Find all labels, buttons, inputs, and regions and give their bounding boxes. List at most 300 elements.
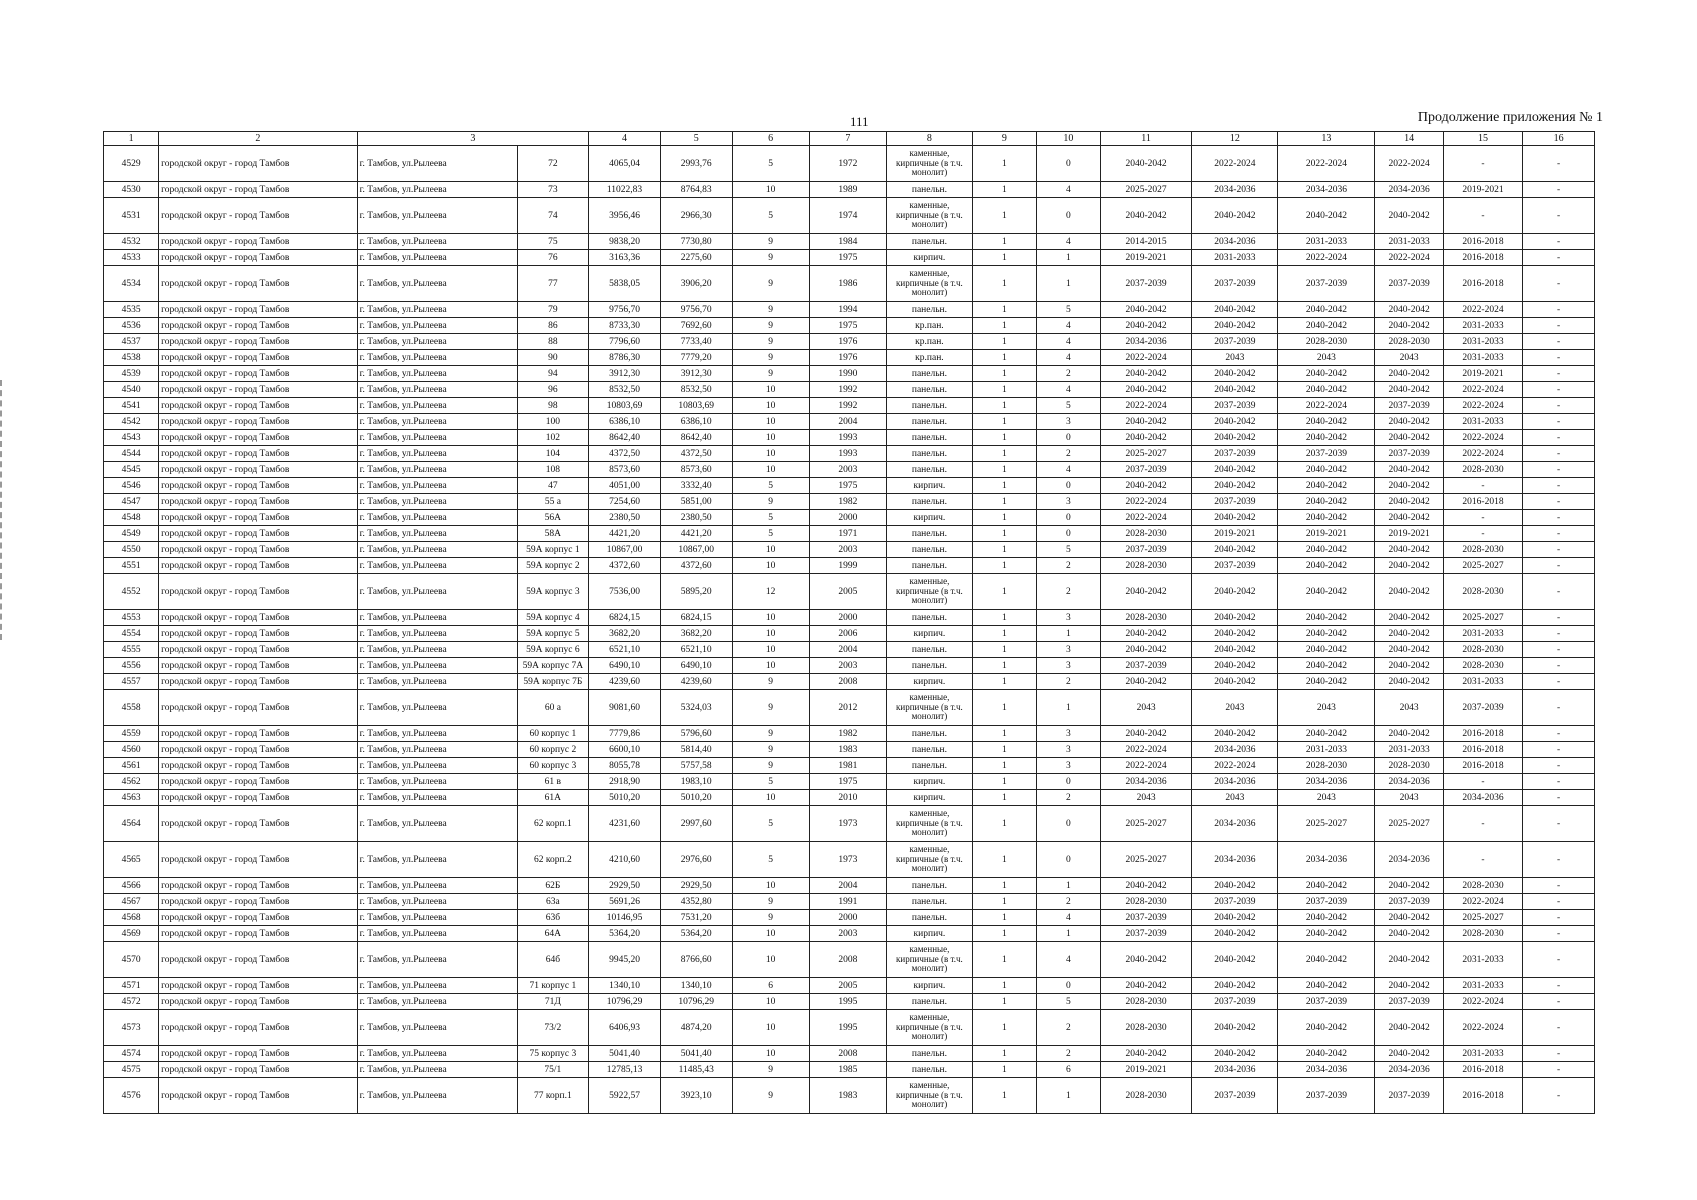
cell-total-area: 2929,50	[589, 878, 661, 894]
cell-floors: 5	[732, 510, 809, 526]
cell-floors: 10	[732, 642, 809, 658]
cell-municipality: городской округ - город Тамбов	[159, 446, 358, 462]
cell-row-number: 4573	[104, 1010, 159, 1046]
cell-wall-material: каменные, кирпичные (в т.ч. монолит)	[886, 266, 972, 302]
cell-period-elevator: 2016-2018	[1443, 758, 1522, 774]
cell-year-built: 1990	[809, 366, 886, 382]
cell-address: г. Тамбов, ул.Рылеева	[357, 1078, 517, 1114]
cell-elevators: 0	[1036, 842, 1100, 878]
cell-total-area: 8786,30	[589, 350, 661, 366]
cell-entrances: 1	[972, 758, 1036, 774]
cell-year-built: 2008	[809, 942, 886, 978]
cell-row-number: 4542	[104, 414, 159, 430]
cell-period-roof: 2040-2042	[1100, 302, 1192, 318]
cell-floors: 10	[732, 1010, 809, 1046]
cell-period-utilities: 2037-2039	[1278, 266, 1375, 302]
table-row	[104, 790, 1595, 806]
cell-total-area: 8573,60	[589, 462, 661, 478]
cell-house-number: 79	[517, 302, 589, 318]
cell-period-other: -	[1523, 806, 1595, 842]
cell-period-utilities: 2040-2042	[1278, 942, 1375, 978]
column-header: 3	[357, 132, 589, 146]
cell-living-area: 8764,83	[660, 182, 732, 198]
cell-wall-material: кирпич.	[886, 978, 972, 994]
cell-wall-material: панельн.	[886, 398, 972, 414]
appendix-title: Продолжение приложения № 1	[1417, 110, 1603, 125]
cell-row-number: 4560	[104, 742, 159, 758]
cell-period-basement: 2037-2039	[1375, 894, 1443, 910]
cell-house-number: 58А	[517, 526, 589, 542]
cell-period-basement: 2040-2042	[1375, 1010, 1443, 1046]
cell-house-number: 75/1	[517, 1062, 589, 1078]
cell-period-elevator: 2022-2024	[1443, 302, 1522, 318]
cell-floors: 10	[732, 942, 809, 978]
cell-period-elevator: 2016-2018	[1443, 742, 1522, 758]
cell-total-area: 5838,05	[589, 266, 661, 302]
cell-period-basement: 2040-2042	[1375, 462, 1443, 478]
cell-wall-material: панельн.	[886, 1046, 972, 1062]
cell-year-built: 2006	[809, 626, 886, 642]
cell-municipality: городской округ - город Тамбов	[159, 610, 358, 626]
cell-house-number: 63б	[517, 910, 589, 926]
table-row	[104, 398, 1595, 414]
column-header: 6	[732, 132, 809, 146]
cell-period-other: -	[1523, 250, 1595, 266]
cell-period-facade: 2037-2039	[1192, 446, 1278, 462]
cell-year-built: 1975	[809, 318, 886, 334]
cell-elevators: 0	[1036, 430, 1100, 446]
table-row	[104, 726, 1595, 742]
cell-elevators: 4	[1036, 910, 1100, 926]
cell-living-area: 4372,50	[660, 446, 732, 462]
cell-period-roof: 2040-2042	[1100, 642, 1192, 658]
cell-period-basement: 2040-2042	[1375, 942, 1443, 978]
cell-period-other: -	[1523, 462, 1595, 478]
cell-wall-material: каменные, кирпичные (в т.ч. монолит)	[886, 1010, 972, 1046]
cell-period-elevator: 2025-2027	[1443, 910, 1522, 926]
cell-period-other: -	[1523, 926, 1595, 942]
cell-year-built: 2012	[809, 690, 886, 726]
column-header: 15	[1443, 132, 1522, 146]
cell-living-area: 10796,29	[660, 994, 732, 1010]
cell-total-area: 9756,70	[589, 302, 661, 318]
cell-total-area: 2380,50	[589, 510, 661, 526]
cell-period-facade: 2040-2042	[1192, 626, 1278, 642]
cell-row-number: 4562	[104, 774, 159, 790]
cell-period-facade: 2040-2042	[1192, 878, 1278, 894]
cell-period-other: -	[1523, 574, 1595, 610]
cell-row-number: 4555	[104, 642, 159, 658]
cell-entrances: 1	[972, 366, 1036, 382]
cell-period-utilities: 2040-2042	[1278, 726, 1375, 742]
cell-municipality: городской округ - город Тамбов	[159, 510, 358, 526]
cell-floors: 9	[732, 726, 809, 742]
cell-period-basement: 2034-2036	[1375, 1062, 1443, 1078]
cell-floors: 9	[732, 250, 809, 266]
cell-period-utilities: 2040-2042	[1278, 642, 1375, 658]
cell-living-area: 4421,20	[660, 526, 732, 542]
cell-address: г. Тамбов, ул.Рылеева	[357, 910, 517, 926]
cell-period-facade: 2034-2036	[1192, 842, 1278, 878]
cell-wall-material: панельн.	[886, 558, 972, 574]
cell-row-number: 4540	[104, 382, 159, 398]
cell-elevators: 1	[1036, 1078, 1100, 1114]
cell-municipality: городской округ - город Тамбов	[159, 842, 358, 878]
cell-wall-material: каменные, кирпичные (в т.ч. монолит)	[886, 146, 972, 182]
cell-address: г. Тамбов, ул.Рылеева	[357, 658, 517, 674]
cell-address: г. Тамбов, ул.Рылеева	[357, 574, 517, 610]
cell-floors: 10	[732, 994, 809, 1010]
cell-period-basement: 2040-2042	[1375, 878, 1443, 894]
cell-house-number: 64б	[517, 942, 589, 978]
cell-period-basement: 2040-2042	[1375, 610, 1443, 626]
cell-municipality: городской округ - город Тамбов	[159, 350, 358, 366]
cell-period-elevator: 2037-2039	[1443, 690, 1522, 726]
cell-period-elevator: 2028-2030	[1443, 878, 1522, 894]
cell-period-roof: 2040-2042	[1100, 978, 1192, 994]
cell-period-roof: 2040-2042	[1100, 1046, 1192, 1062]
cell-entrances: 1	[972, 318, 1036, 334]
cell-period-other: -	[1523, 446, 1595, 462]
cell-year-built: 1999	[809, 558, 886, 574]
cell-address: г. Тамбов, ул.Рылеева	[357, 234, 517, 250]
cell-total-area: 12785,13	[589, 1062, 661, 1078]
cell-municipality: городской округ - город Тамбов	[159, 910, 358, 926]
cell-elevators: 1	[1036, 926, 1100, 942]
cell-period-basement: 2040-2042	[1375, 626, 1443, 642]
cell-municipality: городской округ - город Тамбов	[159, 690, 358, 726]
cell-entrances: 1	[972, 1046, 1036, 1062]
cell-year-built: 2005	[809, 978, 886, 994]
cell-period-other: -	[1523, 382, 1595, 398]
cell-elevators: 2	[1036, 1046, 1100, 1062]
cell-living-area: 11485,43	[660, 1062, 732, 1078]
cell-period-elevator: 2019-2021	[1443, 182, 1522, 198]
cell-elevators: 3	[1036, 742, 1100, 758]
cell-total-area: 11022,83	[589, 182, 661, 198]
cell-municipality: городской округ - город Тамбов	[159, 302, 358, 318]
cell-period-facade: 2040-2042	[1192, 510, 1278, 526]
cell-wall-material: кирпич.	[886, 926, 972, 942]
cell-period-other: -	[1523, 1062, 1595, 1078]
cell-wall-material: кр.пан.	[886, 334, 972, 350]
cell-year-built: 1989	[809, 182, 886, 198]
table-row	[104, 302, 1595, 318]
cell-address: г. Тамбов, ул.Рылеева	[357, 266, 517, 302]
cell-period-utilities: 2040-2042	[1278, 878, 1375, 894]
cell-period-facade: 2034-2036	[1192, 182, 1278, 198]
cell-period-elevator: 2022-2024	[1443, 398, 1522, 414]
cell-period-basement: 2040-2042	[1375, 642, 1443, 658]
cell-period-elevator: 2022-2024	[1443, 994, 1522, 1010]
cell-period-elevator: 2031-2033	[1443, 1046, 1522, 1062]
cell-year-built: 1974	[809, 198, 886, 234]
table-row	[104, 942, 1595, 978]
cell-wall-material: панельн.	[886, 234, 972, 250]
cell-municipality: городской округ - город Тамбов	[159, 726, 358, 742]
cell-house-number: 59А корпус 3	[517, 574, 589, 610]
cell-entrances: 1	[972, 398, 1036, 414]
cell-address: г. Тамбов, ул.Рылеева	[357, 942, 517, 978]
cell-period-other: -	[1523, 398, 1595, 414]
cell-period-utilities: 2040-2042	[1278, 674, 1375, 690]
cell-period-utilities: 2040-2042	[1278, 574, 1375, 610]
cell-house-number: 86	[517, 318, 589, 334]
cell-elevators: 5	[1036, 398, 1100, 414]
cell-period-other: -	[1523, 430, 1595, 446]
cell-living-area: 6490,10	[660, 658, 732, 674]
cell-municipality: городской округ - город Тамбов	[159, 806, 358, 842]
column-header: 2	[159, 132, 358, 146]
cell-period-facade: 2040-2042	[1192, 910, 1278, 926]
cell-year-built: 1995	[809, 1010, 886, 1046]
cell-row-number: 4545	[104, 462, 159, 478]
cell-entrances: 1	[972, 334, 1036, 350]
cell-period-elevator: 2031-2033	[1443, 334, 1522, 350]
cell-wall-material: панельн.	[886, 414, 972, 430]
cell-municipality: городской округ - город Тамбов	[159, 334, 358, 350]
table-row	[104, 742, 1595, 758]
cell-entrances: 1	[972, 742, 1036, 758]
cell-wall-material: панельн.	[886, 642, 972, 658]
cell-row-number: 4569	[104, 926, 159, 942]
cell-period-elevator: 2022-2024	[1443, 894, 1522, 910]
cell-elevators: 0	[1036, 198, 1100, 234]
cell-row-number: 4544	[104, 446, 159, 462]
header-row	[104, 132, 1595, 146]
column-header: 16	[1523, 132, 1595, 146]
cell-period-elevator: 2025-2027	[1443, 610, 1522, 626]
cell-period-basement: 2040-2042	[1375, 318, 1443, 334]
cell-period-roof: 2040-2042	[1100, 318, 1192, 334]
cell-row-number: 4529	[104, 146, 159, 182]
cell-entrances: 1	[972, 182, 1036, 198]
cell-row-number: 4531	[104, 198, 159, 234]
cell-year-built: 1986	[809, 266, 886, 302]
cell-municipality: городской округ - город Тамбов	[159, 774, 358, 790]
cell-period-other: -	[1523, 978, 1595, 994]
cell-year-built: 2003	[809, 658, 886, 674]
cell-elevators: 2	[1036, 558, 1100, 574]
cell-address: г. Тамбов, ул.Рылеева	[357, 510, 517, 526]
cell-floors: 9	[732, 910, 809, 926]
cell-year-built: 1991	[809, 894, 886, 910]
cell-period-other: -	[1523, 758, 1595, 774]
cell-year-built: 2008	[809, 674, 886, 690]
cell-house-number: 75 корпус 3	[517, 1046, 589, 1062]
cell-living-area: 7531,20	[660, 910, 732, 926]
cell-period-facade: 2043	[1192, 790, 1278, 806]
cell-row-number: 4564	[104, 806, 159, 842]
cell-total-area: 3956,46	[589, 198, 661, 234]
cell-period-other: -	[1523, 302, 1595, 318]
cell-floors: 9	[732, 302, 809, 318]
cell-wall-material: панельн.	[886, 430, 972, 446]
cell-period-basement: 2019-2021	[1375, 526, 1443, 542]
cell-period-other: -	[1523, 610, 1595, 626]
cell-wall-material: кирпич.	[886, 774, 972, 790]
cell-period-facade: 2040-2042	[1192, 302, 1278, 318]
cell-total-area: 9081,60	[589, 690, 661, 726]
cell-year-built: 2003	[809, 926, 886, 942]
cell-address: г. Тамбов, ул.Рылеева	[357, 790, 517, 806]
cell-period-utilities: 2034-2036	[1278, 842, 1375, 878]
cell-elevators: 3	[1036, 642, 1100, 658]
cell-municipality: городской округ - город Тамбов	[159, 234, 358, 250]
cell-house-number: 60 корпус 3	[517, 758, 589, 774]
cell-period-utilities: 2037-2039	[1278, 1078, 1375, 1114]
buildings-table	[103, 131, 1595, 1114]
cell-row-number: 4576	[104, 1078, 159, 1114]
cell-house-number: 88	[517, 334, 589, 350]
cell-entrances: 1	[972, 146, 1036, 182]
cell-address: г. Тамбов, ул.Рылеева	[357, 462, 517, 478]
cell-period-roof: 2028-2030	[1100, 526, 1192, 542]
cell-elevators: 0	[1036, 526, 1100, 542]
cell-elevators: 1	[1036, 878, 1100, 894]
cell-municipality: городской округ - город Тамбов	[159, 574, 358, 610]
cell-house-number: 77	[517, 266, 589, 302]
cell-period-other: -	[1523, 790, 1595, 806]
table-row	[104, 910, 1595, 926]
cell-address: г. Тамбов, ул.Рылеева	[357, 1062, 517, 1078]
cell-entrances: 1	[972, 526, 1036, 542]
cell-elevators: 4	[1036, 334, 1100, 350]
cell-period-basement: 2040-2042	[1375, 674, 1443, 690]
cell-floors: 10	[732, 446, 809, 462]
cell-house-number: 61 в	[517, 774, 589, 790]
cell-entrances: 1	[972, 926, 1036, 942]
cell-total-area: 5922,57	[589, 1078, 661, 1114]
cell-period-other: -	[1523, 558, 1595, 574]
cell-period-elevator: -	[1443, 146, 1522, 182]
cell-address: г. Тамбов, ул.Рылеева	[357, 446, 517, 462]
cell-elevators: 1	[1036, 626, 1100, 642]
cell-entrances: 1	[972, 266, 1036, 302]
cell-floors: 5	[732, 526, 809, 542]
cell-row-number: 4549	[104, 526, 159, 542]
cell-floors: 10	[732, 878, 809, 894]
cell-house-number: 63а	[517, 894, 589, 910]
cell-period-roof: 2040-2042	[1100, 626, 1192, 642]
cell-address: г. Тамбов, ул.Рылеева	[357, 430, 517, 446]
cell-wall-material: панельн.	[886, 446, 972, 462]
cell-floors: 6	[732, 978, 809, 994]
column-header: 8	[886, 132, 972, 146]
cell-entrances: 1	[972, 1010, 1036, 1046]
cell-house-number: 73/2	[517, 1010, 589, 1046]
cell-address: г. Тамбов, ул.Рылеева	[357, 334, 517, 350]
cell-municipality: городской округ - город Тамбов	[159, 758, 358, 774]
cell-living-area: 8573,60	[660, 462, 732, 478]
cell-total-area: 9945,20	[589, 942, 661, 978]
cell-period-elevator: 2016-2018	[1443, 1062, 1522, 1078]
cell-floors: 5	[732, 774, 809, 790]
cell-year-built: 2000	[809, 610, 886, 626]
cell-total-area: 8532,50	[589, 382, 661, 398]
cell-wall-material: каменные, кирпичные (в т.ч. монолит)	[886, 842, 972, 878]
cell-wall-material: панельн.	[886, 910, 972, 926]
cell-municipality: городской округ - город Тамбов	[159, 894, 358, 910]
cell-period-basement: 2040-2042	[1375, 510, 1443, 526]
cell-living-area: 2929,50	[660, 878, 732, 894]
cell-row-number: 4532	[104, 234, 159, 250]
table-row	[104, 758, 1595, 774]
cell-living-area: 5010,20	[660, 790, 732, 806]
cell-period-other: -	[1523, 366, 1595, 382]
cell-total-area: 6824,15	[589, 610, 661, 626]
cell-period-basement: 2034-2036	[1375, 842, 1443, 878]
cell-entrances: 1	[972, 910, 1036, 926]
cell-period-roof: 2040-2042	[1100, 146, 1192, 182]
cell-floors: 10	[732, 626, 809, 642]
cell-row-number: 4558	[104, 690, 159, 726]
cell-year-built: 1985	[809, 1062, 886, 1078]
cell-elevators: 3	[1036, 610, 1100, 626]
cell-period-basement: 2028-2030	[1375, 758, 1443, 774]
cell-period-facade: 2037-2039	[1192, 1078, 1278, 1114]
cell-municipality: городской округ - город Тамбов	[159, 182, 358, 198]
cell-year-built: 1994	[809, 302, 886, 318]
cell-total-area: 3912,30	[589, 366, 661, 382]
cell-elevators: 3	[1036, 658, 1100, 674]
cell-living-area: 6824,15	[660, 610, 732, 626]
cell-year-built: 1982	[809, 494, 886, 510]
cell-house-number: 108	[517, 462, 589, 478]
cell-period-utilities: 2028-2030	[1278, 758, 1375, 774]
cell-period-elevator: 2028-2030	[1443, 642, 1522, 658]
table-row	[104, 234, 1595, 250]
cell-row-number: 4546	[104, 478, 159, 494]
cell-floors: 9	[732, 894, 809, 910]
cell-floors: 10	[732, 610, 809, 626]
cell-period-roof: 2022-2024	[1100, 742, 1192, 758]
cell-elevators: 5	[1036, 542, 1100, 558]
cell-floors: 9	[732, 366, 809, 382]
cell-living-area: 7779,20	[660, 350, 732, 366]
table-row	[104, 446, 1595, 462]
cell-entrances: 1	[972, 642, 1036, 658]
cell-row-number: 4563	[104, 790, 159, 806]
cell-entrances: 1	[972, 674, 1036, 690]
cell-elevators: 4	[1036, 182, 1100, 198]
cell-municipality: городской округ - город Тамбов	[159, 146, 358, 182]
cell-house-number: 62 корп.2	[517, 842, 589, 878]
cell-living-area: 5851,00	[660, 494, 732, 510]
cell-house-number: 98	[517, 398, 589, 414]
table-row	[104, 250, 1595, 266]
cell-wall-material: панельн.	[886, 878, 972, 894]
cell-address: г. Тамбов, ул.Рылеева	[357, 494, 517, 510]
cell-entrances: 1	[972, 894, 1036, 910]
cell-row-number: 4554	[104, 626, 159, 642]
cell-period-utilities: 2040-2042	[1278, 542, 1375, 558]
cell-period-facade: 2034-2036	[1192, 806, 1278, 842]
cell-period-basement: 2040-2042	[1375, 910, 1443, 926]
table-row	[104, 1062, 1595, 1078]
cell-floors: 10	[732, 398, 809, 414]
cell-row-number: 4553	[104, 610, 159, 626]
cell-municipality: городской округ - город Тамбов	[159, 494, 358, 510]
cell-wall-material: кирпич.	[886, 478, 972, 494]
cell-period-other: -	[1523, 266, 1595, 302]
cell-living-area: 3332,40	[660, 478, 732, 494]
cell-period-utilities: 2040-2042	[1278, 430, 1375, 446]
cell-period-elevator: 2028-2030	[1443, 574, 1522, 610]
cell-period-other: -	[1523, 334, 1595, 350]
cell-address: г. Тамбов, ул.Рылеева	[357, 642, 517, 658]
cell-period-roof: 2040-2042	[1100, 878, 1192, 894]
